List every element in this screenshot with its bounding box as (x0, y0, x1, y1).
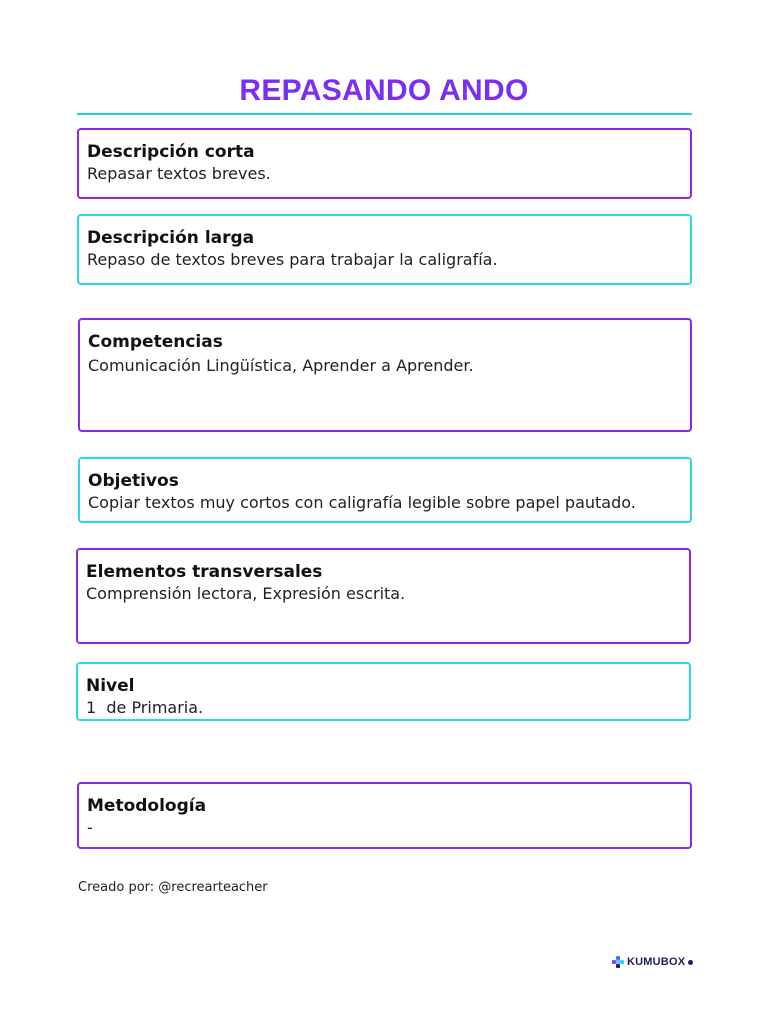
section-text: Copiar textos muy cortos con caligrafía legible sobre papel pautado. (88, 493, 636, 512)
section-label: Competencias (88, 332, 223, 352)
section-text: Comunicación Lingüística, Aprender a Aprender. (88, 356, 474, 375)
section-text: 1 de Primaria. (86, 698, 204, 717)
brand-name: KUMUBOX (627, 956, 686, 968)
section-label: Objetivos (88, 471, 179, 491)
section-text: Repasar textos breves. (87, 164, 271, 183)
section-label: Nivel (86, 676, 135, 696)
section-label: Descripción corta (87, 142, 255, 162)
section-label: Descripción larga (87, 228, 255, 248)
page-title: REPASANDO ANDO (239, 74, 529, 107)
kumubox-logo-icon (612, 956, 624, 968)
section-label: Elementos transversales (86, 562, 323, 582)
section-descripcion-larga (77, 214, 692, 285)
section-text: - (87, 818, 93, 837)
section-text: Repaso de textos breves para trabajar la caligrafía. (87, 250, 498, 269)
section-text: Comprensión lectora, Expresión escrita. (86, 584, 406, 603)
section-descripcion-corta (77, 128, 692, 199)
section-label: Metodología (87, 796, 207, 816)
section-competencias (78, 318, 692, 432)
author-credit: Creado por: @recrearteacher (78, 880, 268, 895)
section-objetivos (78, 457, 692, 523)
section-metodologia (77, 782, 692, 849)
section-nivel (76, 662, 691, 721)
registered-mark-icon (688, 960, 693, 965)
title-divider (77, 113, 692, 115)
brand-logo (612, 955, 693, 969)
section-elementos-transversales (76, 548, 691, 644)
